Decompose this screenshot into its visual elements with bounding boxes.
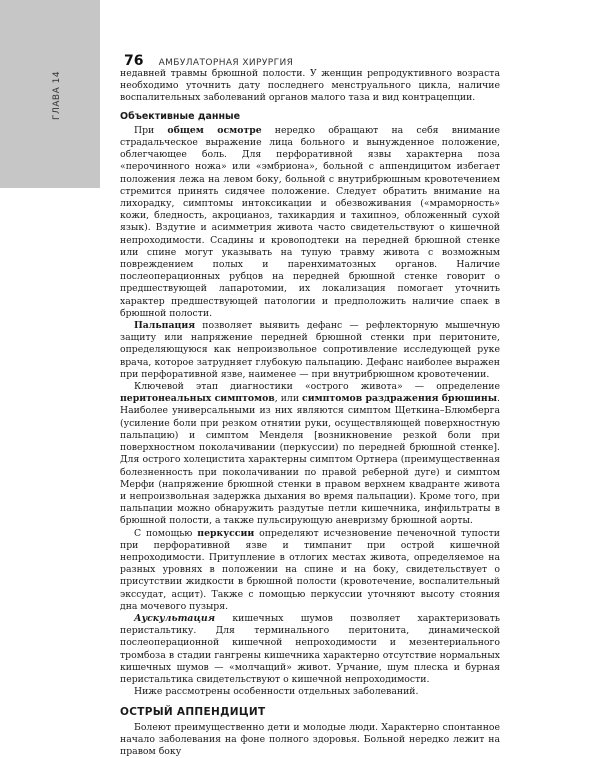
palpation-paragraph: Пальпация позволяет выявить дефанс — рефлекторную мышечную защиту или напряжение передней брюшной стенки при перитоните, определяющуюся как непроизвольное сопротивление исследующей руке врача, которое затрудняет глубокую пальпацию. Дефанс наиболее выражен при перфоративной язве, наименее — при внутрибрюшном кровотечении. xyxy=(120,320,500,380)
appendicitis-heading: ОСТРЫЙ АППЕНДИЦИТ xyxy=(120,706,266,719)
chapter-label: ГЛАВА 14 xyxy=(52,70,62,120)
page-number: 76 xyxy=(124,53,144,69)
term-palpation: Пальпация xyxy=(134,320,196,332)
chapter-side-tab xyxy=(0,0,100,188)
page-header xyxy=(124,50,293,69)
term-auscultation: Аускультация xyxy=(134,612,216,624)
appendicitis-paragraph: Болеют преимущественно дети и молодые люди. Характерно спонтанное начало заболевания на фоне полного здоровья. Больной нередко лежит на правом боку xyxy=(120,721,500,757)
term-percussion: перкуссии xyxy=(197,527,255,539)
term-general-exam: общем осмотре xyxy=(167,124,262,136)
intro-paragraph: недавней травмы брюшной полости. У женщин репродуктивного возраста необходимо уточнить дату последнего менструального цикла, наличие воспалительных заболеваний органов малого таза и вид контрацепции. xyxy=(120,68,500,104)
percussion-paragraph: С помощью перкуссии определяют исчезновение печеночной тупости при перфоративной язве и тимпанит при острой кишечной непроходимости. Притупление в отлогих местах живота, определяемое на разных уровнях в положении на спине и на боку, свидетельствует о присутствии жидкости в брюшной полости (кровотечение, воспалительный экссудат, асцит). Также с помощью перкуссии уточняют высоту стояния дна мочевого пузыря. xyxy=(120,527,500,612)
objective-data-heading: Объективные данные xyxy=(120,110,241,122)
auscultation-paragraph: Аускультация кишечных шумов позволяет характеризовать перистальтику. Для терминального перитонита, динамической послеоперационной кишечной непроходимости и мезентериального тромбоза в стадии гангрены кишечника характерно отсутствие нормальных кишечных шумов — «молчащий» живот. Урчание, шум плеска и бурная перистальтика свидетельствуют о кишечной непроходимости. xyxy=(120,612,500,685)
term-peritoneal-irritation: симптомов раздражения брюшины xyxy=(302,393,498,405)
running-title: АМБУЛАТОРНАЯ ХИРУРГИЯ xyxy=(158,58,294,68)
general-exam-paragraph: При общем осмотре нередко обращают на себя внимание страдальческое выражение лица больного и вынужденное положение, облегчающее боль. Для перфоративной язвы характерна поза «перочинного ножа» или «эмбриона», больной с аппендицитом избегает положения лежа на левом боку, больной с внутрибрюшным кровотечением стремится принять сидячее положение. Следует обратить внимание на лихорадку, симптомы интоксикации и обезвоживания («мраморность» кожи, бледность, акроцианоз, тахикардия и тахипноэ, обложенный сухой язык). Вздутие и асимметрия живота часто свидетельствуют о кишечной непроходимости. Ссадины и кровоподтеки на передней брюшной стенке или спине могут указывать на тупую травму живота с возможным повреждением полых и паренхиматозных органов. Наличие послеоперационных рубцов на передней брюшной стенке говорит о предшествующей лапаротомии, их локализация помогает уточнить характер предшествующей патологии и предположить наличие спаек в брюшной полости. xyxy=(120,124,500,319)
term-peritoneal-signs: перитонеальных симптомов xyxy=(120,393,275,405)
transition-paragraph: Ниже рассмотрены особенности отдельных заболеваний. xyxy=(134,686,419,698)
page-body xyxy=(120,68,500,758)
peritoneal-signs-paragraph: Ключевой этап диагностики «острого живота» — определение перитонеальных симптомов, или симптомов раздражения брюшины. Наиболее универсальными из них являются симптом Щеткина–Блюмберга (усиление боли при резком отнятии руки, осуществляющей поверхностную пальпацию) и симптом Менделя [возникновение резкой боли при поверхностном поколачивании (перкуссии) по передней брюшной стенке]. Для острого холецистита характерны симптом Ортнера (преимущественная болезненность при поколачивании по правой реберной дуге) и симптом Мерфи (напряжение брюшной стенки в правом верхнем квадранте живота и непроизвольная задержка дыхания во время пальпации). Кроме того, при пальпации можно обнаружить раздутые петли кишечника, инфильтраты в брюшной полости, а также пульсирующую аневризму брюшной аорты. xyxy=(120,381,501,527)
